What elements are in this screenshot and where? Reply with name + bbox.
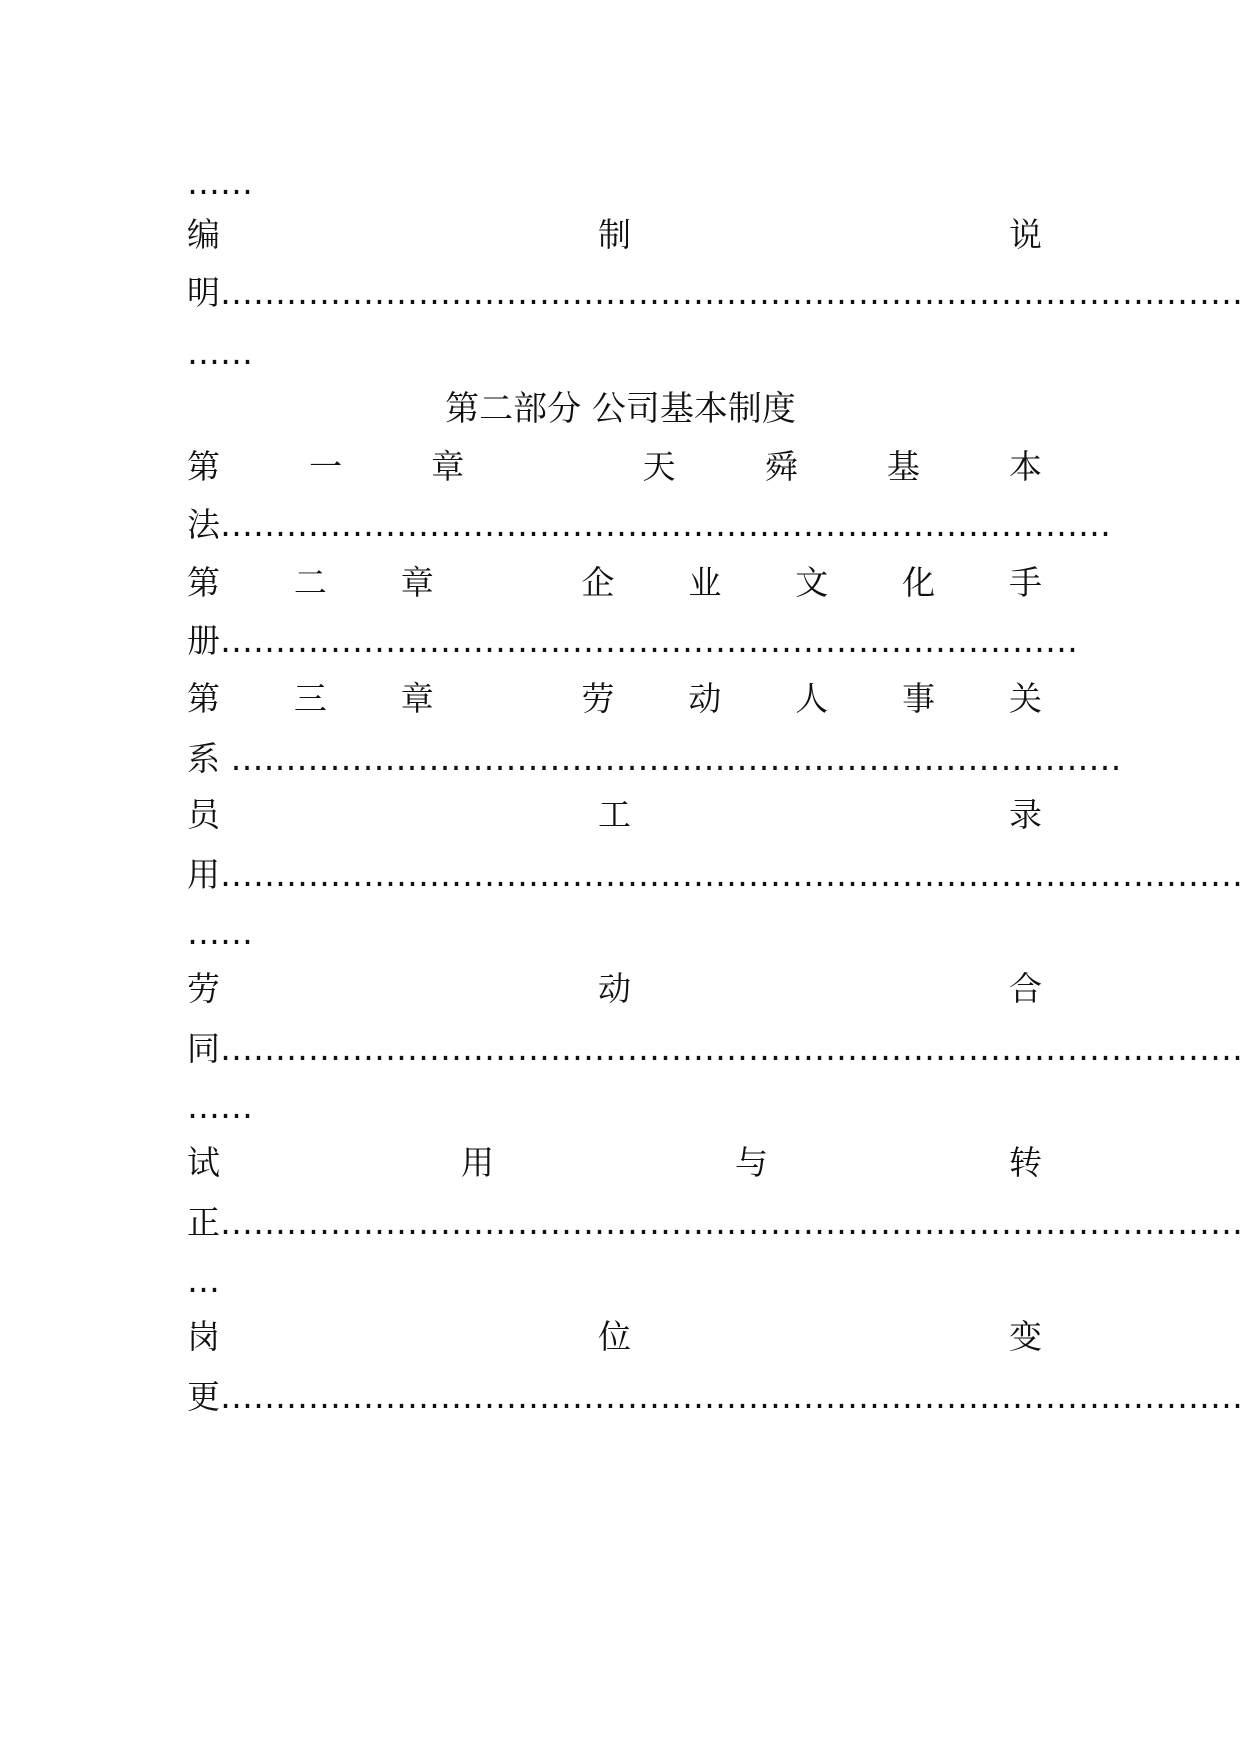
toc-char: 化 (902, 563, 936, 602)
toc-entry-ch1-spread[interactable] (187, 442, 1042, 492)
toc-entry-biangeng-leader[interactable] (187, 1372, 1243, 1422)
toc-char: 章 (400, 679, 434, 718)
toc-char: 变 (1009, 1317, 1042, 1356)
toc-entry-bianzhi-leader[interactable] (187, 268, 1243, 318)
toc-char: 册 (187, 621, 220, 660)
toc-entry-ch2-spread[interactable] (187, 558, 1042, 608)
toc-char: 动 (598, 969, 631, 1008)
toc-char: 正 (187, 1203, 220, 1242)
toc-char: 更 (187, 1377, 220, 1416)
toc-entry-biangeng-spread[interactable] (187, 1312, 1042, 1362)
toc-char: 第 (187, 447, 220, 486)
toc-char: 合 (1009, 969, 1042, 1008)
toc-char: 员 (187, 795, 220, 834)
toc-char: 人 (795, 679, 829, 718)
toc-char: 文 (795, 563, 829, 602)
toc-entry-ch3-leader[interactable] (187, 734, 1122, 784)
toc-char: 章 (400, 563, 434, 602)
toc-entry-zhuanzheng-continuation (187, 1256, 1057, 1306)
toc-entry-luyong-spread[interactable] (187, 790, 1042, 840)
toc-char: 录 (1009, 795, 1042, 834)
continuation-dots: … (187, 1261, 220, 1300)
toc-char: 转 (1009, 1143, 1042, 1182)
toc-char: 基 (886, 447, 920, 486)
toc-char: 用 (461, 1143, 494, 1182)
leader-dots: ………………………………………………………………………………… (220, 1029, 1243, 1068)
toc-char: 企 (581, 563, 615, 602)
toc-char: 试 (187, 1143, 220, 1182)
toc-char: 关 (1009, 679, 1042, 718)
toc-entry-luyong-continuation (187, 908, 1057, 958)
leader-dots: …………………………………………………………………… (220, 621, 1078, 660)
toc-char: 明 (187, 273, 220, 312)
toc-char: 手 (1009, 563, 1042, 602)
toc-entry-hetong-spread[interactable] (187, 964, 1042, 1014)
toc-entry-hetong-leader[interactable] (187, 1024, 1243, 1074)
toc-char: 说 (1009, 215, 1042, 254)
toc-char: 编 (187, 215, 220, 254)
toc-char: 舜 (764, 447, 798, 486)
toc-char: 三 (293, 679, 327, 718)
toc-entry-ch1-leader[interactable] (187, 500, 1111, 550)
toc-char: 位 (598, 1317, 631, 1356)
leader-dots: ………………………………………………………………………………… (220, 1203, 1243, 1242)
toc-char: 事 (902, 679, 936, 718)
toc-char: 第 (187, 679, 220, 718)
toc-char: 同 (187, 1029, 220, 1068)
toc-char: 系 (187, 739, 220, 778)
leader-dots: ………………………………………………………………………………… (220, 855, 1243, 894)
toc-char: 动 (688, 679, 722, 718)
continuation-dots: …… (187, 163, 253, 202)
toc-continuation-dots (187, 158, 1057, 208)
toc-entry-bianzhi-continuation (187, 328, 1057, 378)
toc-entry-zhuanzheng-spread[interactable] (187, 1138, 1042, 1188)
leader-dots: ………………………………………………………………………………… (220, 273, 1243, 312)
toc-char: 岗 (187, 1317, 220, 1356)
toc-entry-ch3-spread[interactable] (187, 674, 1042, 724)
toc-char: 工 (598, 795, 631, 834)
toc-char: 法 (187, 505, 220, 544)
toc-entry-luyong-leader[interactable] (187, 850, 1243, 900)
toc-entry-zhuanzheng-leader[interactable] (187, 1198, 1243, 1248)
toc-char: 用 (187, 855, 220, 894)
toc-char: 天 (642, 447, 676, 486)
toc-char: 第 (187, 563, 220, 602)
toc-char: 劳 (187, 969, 220, 1008)
toc-char: 劳 (581, 679, 615, 718)
toc-char: 制 (598, 215, 631, 254)
toc-char: 与 (735, 1143, 768, 1182)
toc-entry-hetong-continuation (187, 1082, 1057, 1132)
toc-char: 二 (293, 563, 327, 602)
continuation-dots: …… (187, 1087, 253, 1126)
toc-char: 一 (309, 447, 343, 486)
toc-entry-bianzhi-spread[interactable] (187, 210, 1042, 260)
toc-char: 本 (1008, 447, 1042, 486)
toc-char: 业 (688, 563, 722, 602)
leader-dots: ……………………………………………………………………… (220, 505, 1111, 544)
leader-dots: ……………………………………………………………………… (220, 739, 1122, 778)
part-title: 第二部分 公司基本制度 (445, 389, 796, 429)
toc-entry-ch2-leader[interactable] (187, 616, 1078, 666)
leader-dots: ………………………………………………………………………………… (220, 1377, 1243, 1416)
toc-char: 章 (431, 447, 465, 486)
continuation-dots: …… (187, 913, 253, 952)
continuation-dots: …… (187, 333, 253, 372)
